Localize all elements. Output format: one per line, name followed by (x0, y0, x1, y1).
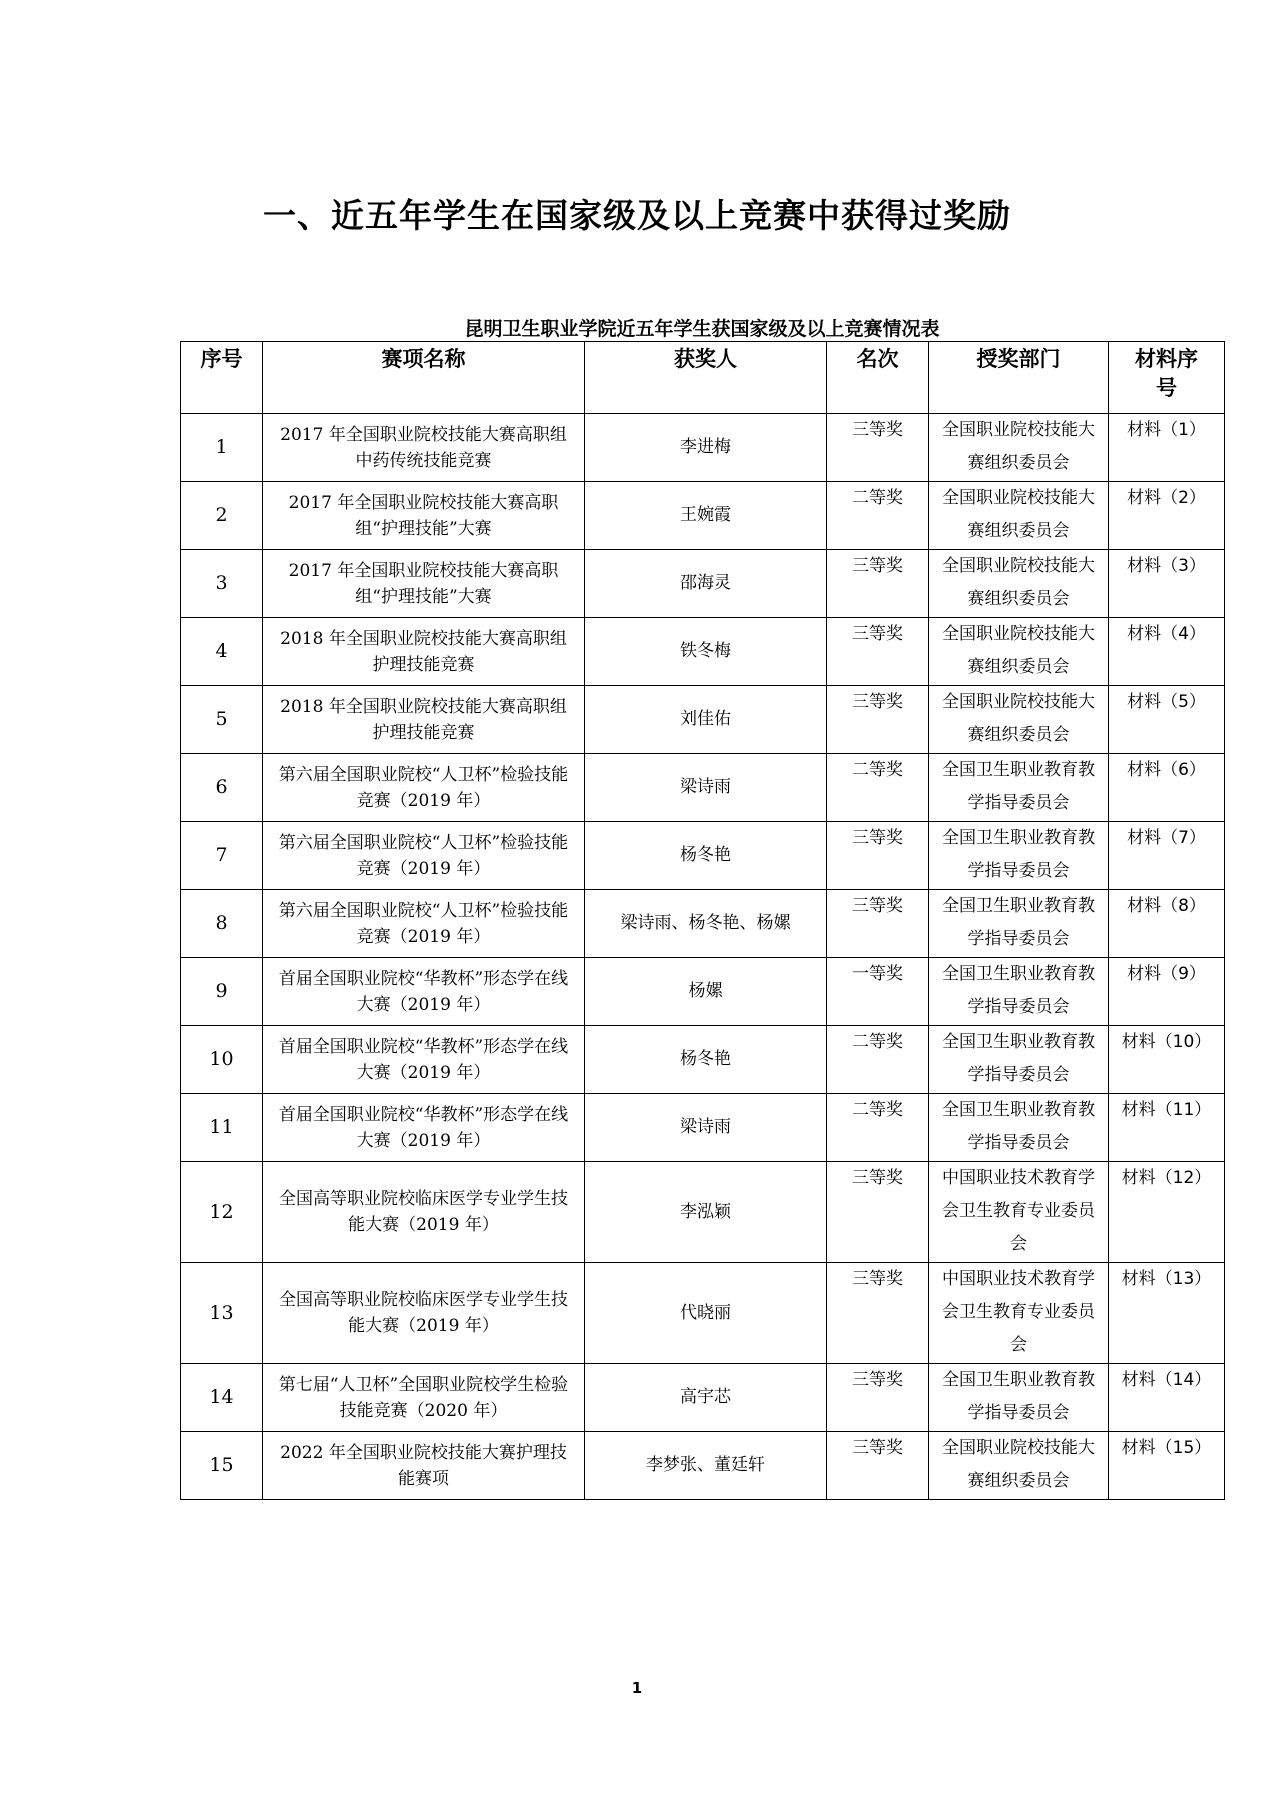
cell-event: 第七届“人卫杯”全国职业院校学生检验技能竞赛（2020 年） (263, 1364, 585, 1432)
cell-winner: 王婉霞 (585, 482, 827, 550)
cell-dept: 中国职业技术教育学会卫生教育专业委员会 (929, 1162, 1109, 1263)
table-row (181, 822, 1225, 890)
cell-rank: 三等奖 (827, 890, 929, 958)
cell-index: 11 (181, 1094, 263, 1162)
cell-index: 15 (181, 1432, 263, 1500)
page-title: 一、近五年学生在国家级及以上竞赛中获得过奖励 (263, 196, 1011, 235)
cell-material: 材料（15） (1109, 1432, 1225, 1500)
cell-material: 材料（13） (1109, 1263, 1225, 1364)
cell-rank: 二等奖 (827, 482, 929, 550)
cell-rank: 三等奖 (827, 1162, 929, 1263)
cell-material: 材料（7） (1109, 822, 1225, 890)
cell-dept: 全国卫生职业教育教学指导委员会 (929, 1094, 1109, 1162)
cell-material: 材料（9） (1109, 958, 1225, 1026)
cell-material: 材料（3） (1109, 550, 1225, 618)
cell-dept: 全国卫生职业教育教学指导委员会 (929, 1026, 1109, 1094)
cell-event: 首届全国职业院校“华教杯”形态学在线大赛（2019 年） (263, 958, 585, 1026)
cell-event: 第六届全国职业院校“人卫杯”检验技能竞赛（2019 年） (263, 890, 585, 958)
cell-index: 10 (181, 1026, 263, 1094)
cell-rank: 三等奖 (827, 414, 929, 482)
cell-dept: 全国职业院校技能大赛组织委员会 (929, 618, 1109, 686)
cell-index: 3 (181, 550, 263, 618)
cell-event: 第六届全国职业院校“人卫杯”检验技能竞赛（2019 年） (263, 754, 585, 822)
table-row (181, 958, 1225, 1026)
cell-material: 材料（2） (1109, 482, 1225, 550)
cell-index: 8 (181, 890, 263, 958)
cell-winner: 邵海灵 (585, 550, 827, 618)
cell-winner: 梁诗雨 (585, 754, 827, 822)
cell-rank: 三等奖 (827, 1364, 929, 1432)
cell-rank: 二等奖 (827, 1026, 929, 1094)
awards-table (180, 341, 1225, 1500)
cell-dept: 全国卫生职业教育教学指导委员会 (929, 1364, 1109, 1432)
cell-winner: 刘佳佑 (585, 686, 827, 754)
cell-winner: 李泓颖 (585, 1162, 827, 1263)
cell-material: 材料（4） (1109, 618, 1225, 686)
cell-winner: 高宇芯 (585, 1364, 827, 1432)
table-caption: 昆明卫生职业学院近五年学生获国家级及以上竞赛情况表 (464, 318, 940, 340)
cell-index: 2 (181, 482, 263, 550)
cell-rank: 三等奖 (827, 1432, 929, 1500)
cell-material: 材料（14） (1109, 1364, 1225, 1432)
cell-event: 全国高等职业院校临床医学专业学生技能大赛（2019 年） (263, 1162, 585, 1263)
cell-dept: 全国卫生职业教育教学指导委员会 (929, 890, 1109, 958)
table-row (181, 1432, 1225, 1500)
header-winner: 获奖人 (585, 342, 827, 414)
cell-rank: 三等奖 (827, 550, 929, 618)
cell-index: 14 (181, 1364, 263, 1432)
table-row (181, 482, 1225, 550)
cell-material: 材料（6） (1109, 754, 1225, 822)
table-row (181, 686, 1225, 754)
cell-dept: 全国职业院校技能大赛组织委员会 (929, 1432, 1109, 1500)
table-row (181, 1162, 1225, 1263)
table-row (181, 890, 1225, 958)
cell-winner: 杨冬艳 (585, 1026, 827, 1094)
cell-index: 9 (181, 958, 263, 1026)
cell-material: 材料（12） (1109, 1162, 1225, 1263)
table-header-row (181, 342, 1225, 414)
cell-winner: 李梦张、董廷轩 (585, 1432, 827, 1500)
table-row (181, 618, 1225, 686)
cell-event: 2017 年全国职业院校技能大赛高职组“护理技能”大赛 (263, 550, 585, 618)
cell-winner: 铁冬梅 (585, 618, 827, 686)
cell-material: 材料（11） (1109, 1094, 1225, 1162)
table-row (181, 1026, 1225, 1094)
cell-rank: 二等奖 (827, 1094, 929, 1162)
cell-winner: 梁诗雨 (585, 1094, 827, 1162)
cell-winner: 杨嫘 (585, 958, 827, 1026)
cell-rank: 三等奖 (827, 822, 929, 890)
cell-dept: 全国卫生职业教育教学指导委员会 (929, 822, 1109, 890)
cell-material: 材料（5） (1109, 686, 1225, 754)
page-number: 1 (631, 1679, 643, 1697)
cell-index: 7 (181, 822, 263, 890)
cell-dept: 全国卫生职业教育教学指导委员会 (929, 754, 1109, 822)
cell-rank: 三等奖 (827, 686, 929, 754)
table-row (181, 1364, 1225, 1432)
cell-dept: 全国职业院校技能大赛组织委员会 (929, 482, 1109, 550)
cell-index: 6 (181, 754, 263, 822)
table-row (181, 1094, 1225, 1162)
cell-dept: 全国职业院校技能大赛组织委员会 (929, 414, 1109, 482)
header-rank: 名次 (827, 342, 929, 414)
cell-rank: 三等奖 (827, 1263, 929, 1364)
cell-winner: 代晓丽 (585, 1263, 827, 1364)
cell-event: 2018 年全国职业院校技能大赛高职组护理技能竞赛 (263, 686, 585, 754)
cell-material: 材料（10） (1109, 1026, 1225, 1094)
cell-event: 2017 年全国职业院校技能大赛高职组中药传统技能竞赛 (263, 414, 585, 482)
cell-dept: 全国职业院校技能大赛组织委员会 (929, 686, 1109, 754)
cell-index: 13 (181, 1263, 263, 1364)
cell-index: 4 (181, 618, 263, 686)
cell-index: 1 (181, 414, 263, 482)
cell-dept: 全国职业院校技能大赛组织委员会 (929, 550, 1109, 618)
header-event: 赛项名称 (263, 342, 585, 414)
header-dept: 授奖部门 (929, 342, 1109, 414)
cell-rank: 二等奖 (827, 754, 929, 822)
cell-event: 2017 年全国职业院校技能大赛高职组“护理技能”大赛 (263, 482, 585, 550)
cell-event: 首届全国职业院校“华教杯”形态学在线大赛（2019 年） (263, 1026, 585, 1094)
table-row (181, 414, 1225, 482)
cell-event: 2018 年全国职业院校技能大赛高职组护理技能竞赛 (263, 618, 585, 686)
cell-material: 材料（1） (1109, 414, 1225, 482)
cell-event: 2022 年全国职业院校技能大赛护理技能赛项 (263, 1432, 585, 1500)
cell-event: 首届全国职业院校“华教杯”形态学在线大赛（2019 年） (263, 1094, 585, 1162)
cell-dept: 全国卫生职业教育教学指导委员会 (929, 958, 1109, 1026)
header-material: 材料序号 (1109, 342, 1225, 414)
cell-event: 第六届全国职业院校“人卫杯”检验技能竞赛（2019 年） (263, 822, 585, 890)
cell-rank: 三等奖 (827, 618, 929, 686)
table-row (181, 754, 1225, 822)
cell-material: 材料（8） (1109, 890, 1225, 958)
cell-event: 全国高等职业院校临床医学专业学生技能大赛（2019 年） (263, 1263, 585, 1364)
cell-winner: 李进梅 (585, 414, 827, 482)
cell-rank: 一等奖 (827, 958, 929, 1026)
cell-winner: 梁诗雨、杨冬艳、杨嫘 (585, 890, 827, 958)
header-index: 序号 (181, 342, 263, 414)
table-row (181, 1263, 1225, 1364)
table-row (181, 550, 1225, 618)
cell-winner: 杨冬艳 (585, 822, 827, 890)
cell-dept: 中国职业技术教育学会卫生教育专业委员会 (929, 1263, 1109, 1364)
cell-index: 5 (181, 686, 263, 754)
cell-index: 12 (181, 1162, 263, 1263)
